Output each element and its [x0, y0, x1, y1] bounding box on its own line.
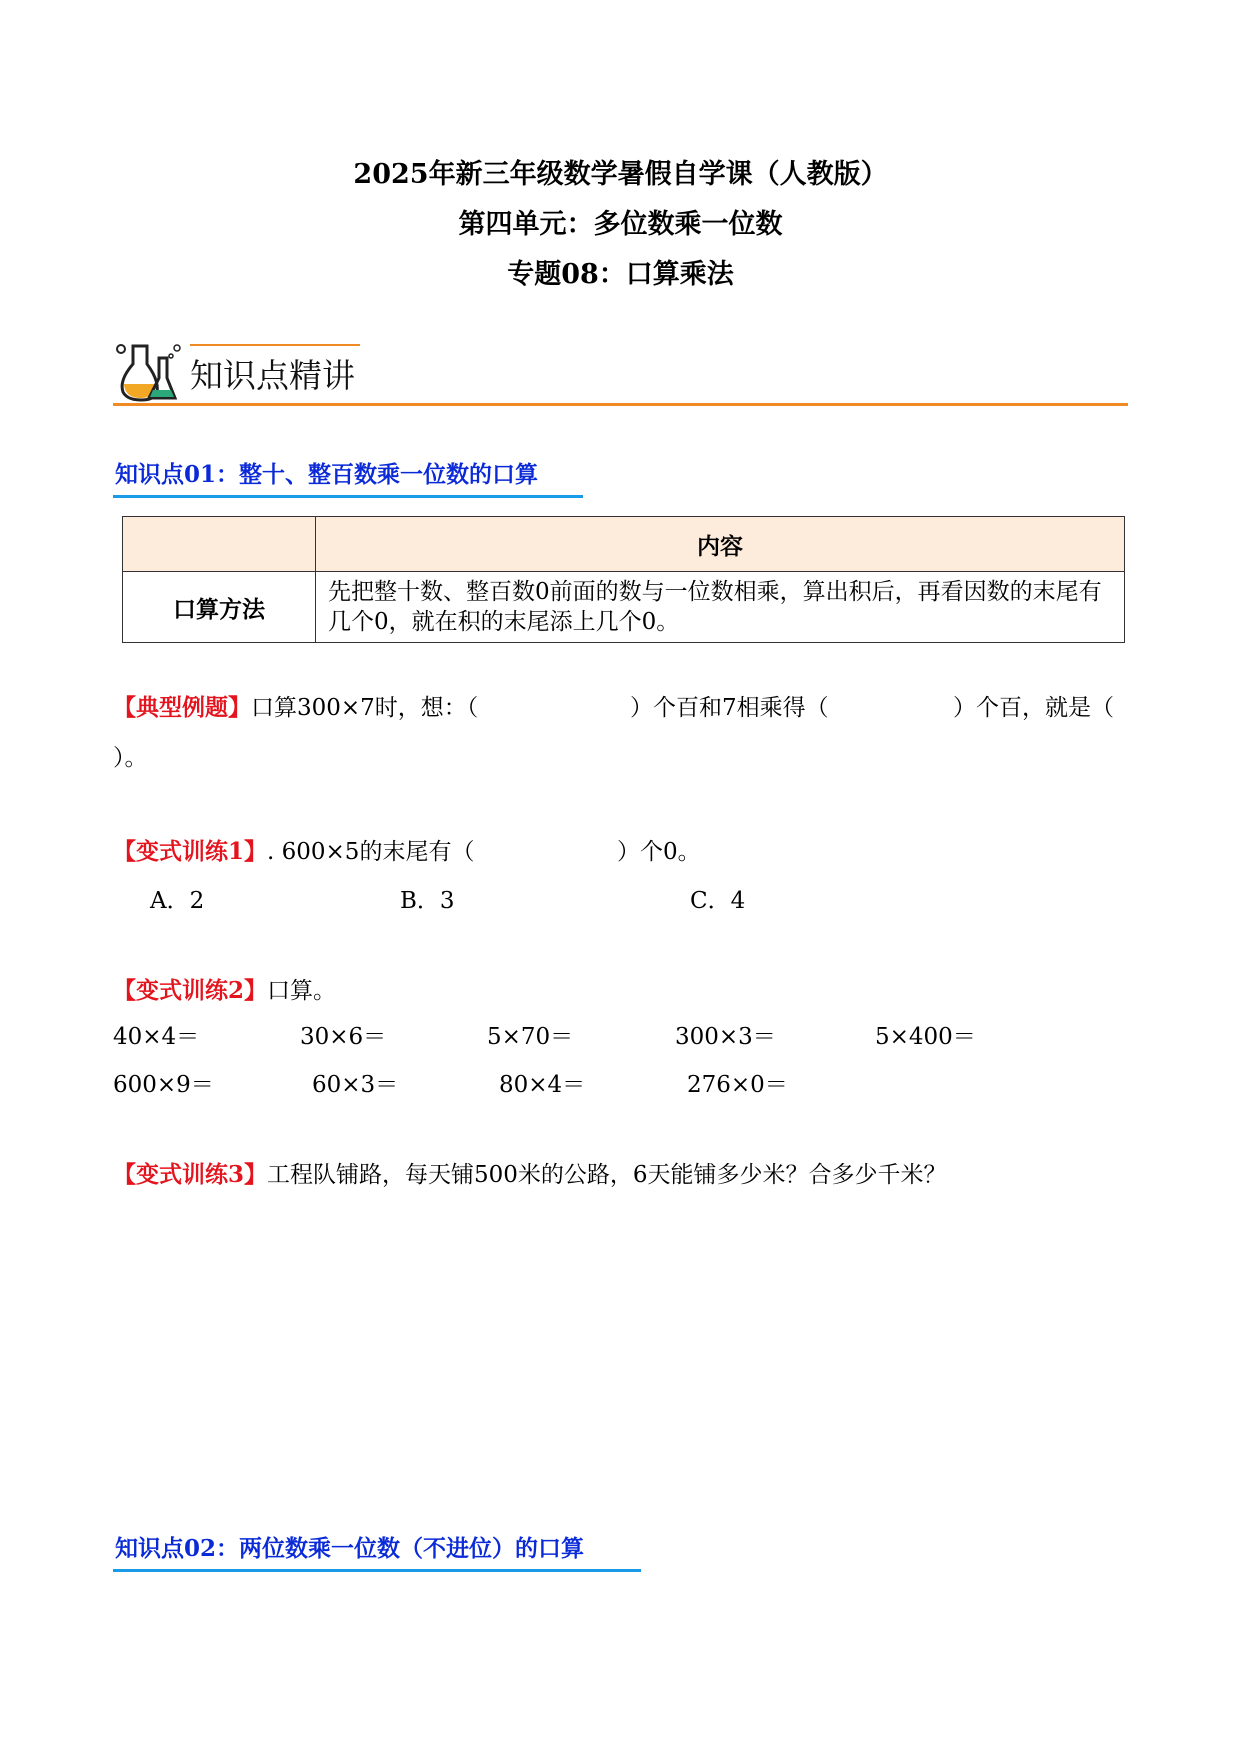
variant3-tag: 【变式训练3】	[113, 1161, 268, 1188]
table-row-content: 先把整十数、整百数0前面的数与一位数相乘，算出积后，再看因数的末尾有几个0，就在积的末尾添上几个0。	[316, 572, 1125, 643]
variant2-tag: 【变式训练2】	[113, 977, 268, 1004]
calc-item: 30×6＝	[300, 1024, 387, 1050]
method-table	[122, 516, 1125, 643]
variant2-text: 口算。	[267, 978, 337, 1004]
calc-item: 600×9＝	[113, 1072, 214, 1098]
calc-item: 80×4＝	[499, 1072, 586, 1098]
calc-item: 5×400＝	[875, 1024, 976, 1050]
kp1-underline	[113, 495, 583, 498]
variant3-question	[113, 1156, 947, 1189]
calc-item: 40×4＝	[113, 1024, 200, 1050]
example-tag: 【典型例题】	[113, 694, 251, 721]
variant1-question	[113, 833, 474, 866]
section-banner-label: 知识点精讲	[190, 356, 355, 395]
variant2-question	[113, 972, 336, 1005]
variant1-tag: 【变式训练1】	[113, 838, 268, 865]
example-part4: ）。	[113, 745, 148, 771]
kp2-title: 知识点02：两位数乘一位数（不进位）的口算	[115, 1535, 585, 1562]
option-a: A．2	[150, 888, 205, 914]
topic-title: 专题08：口算乘法	[507, 259, 734, 290]
example-part3: ）个百，就是（	[953, 695, 1114, 721]
example-part2: ）个百和7相乘得（	[630, 695, 829, 721]
unit-title: 第四单元：多位数乘一位数	[458, 209, 783, 240]
calc-item: 300×3＝	[675, 1024, 776, 1050]
variant1-q1: . 600×5的末尾有（	[267, 839, 475, 865]
variant3-text: 工程队铺路，每天铺500米的公路，6天能铺多少米？合多少千米？	[267, 1162, 947, 1188]
option-c: C．4	[690, 888, 746, 914]
calc-item: 276×0＝	[687, 1072, 788, 1098]
table-row-label: 口算方法	[123, 572, 316, 643]
doc-title: 2025年新三年级数学暑假自学课（人教版）	[353, 159, 888, 190]
variant1-q2: ）个0。	[617, 839, 701, 865]
table-corner	[123, 517, 316, 572]
kp2-underline	[113, 1569, 641, 1572]
calc-item: 5×70＝	[487, 1024, 574, 1050]
flask-icon	[113, 340, 185, 402]
banner-top-line	[190, 344, 360, 346]
example-part1: 口算300×7时，想：（	[251, 695, 479, 721]
banner-divider	[113, 403, 1128, 406]
calc-item: 60×3＝	[312, 1072, 399, 1098]
table-header: 内容	[316, 517, 1125, 572]
example-line1	[113, 689, 478, 722]
kp1-title: 知识点01：整十、整百数乘一位数的口算	[115, 461, 539, 488]
option-b: B．3	[400, 888, 455, 914]
